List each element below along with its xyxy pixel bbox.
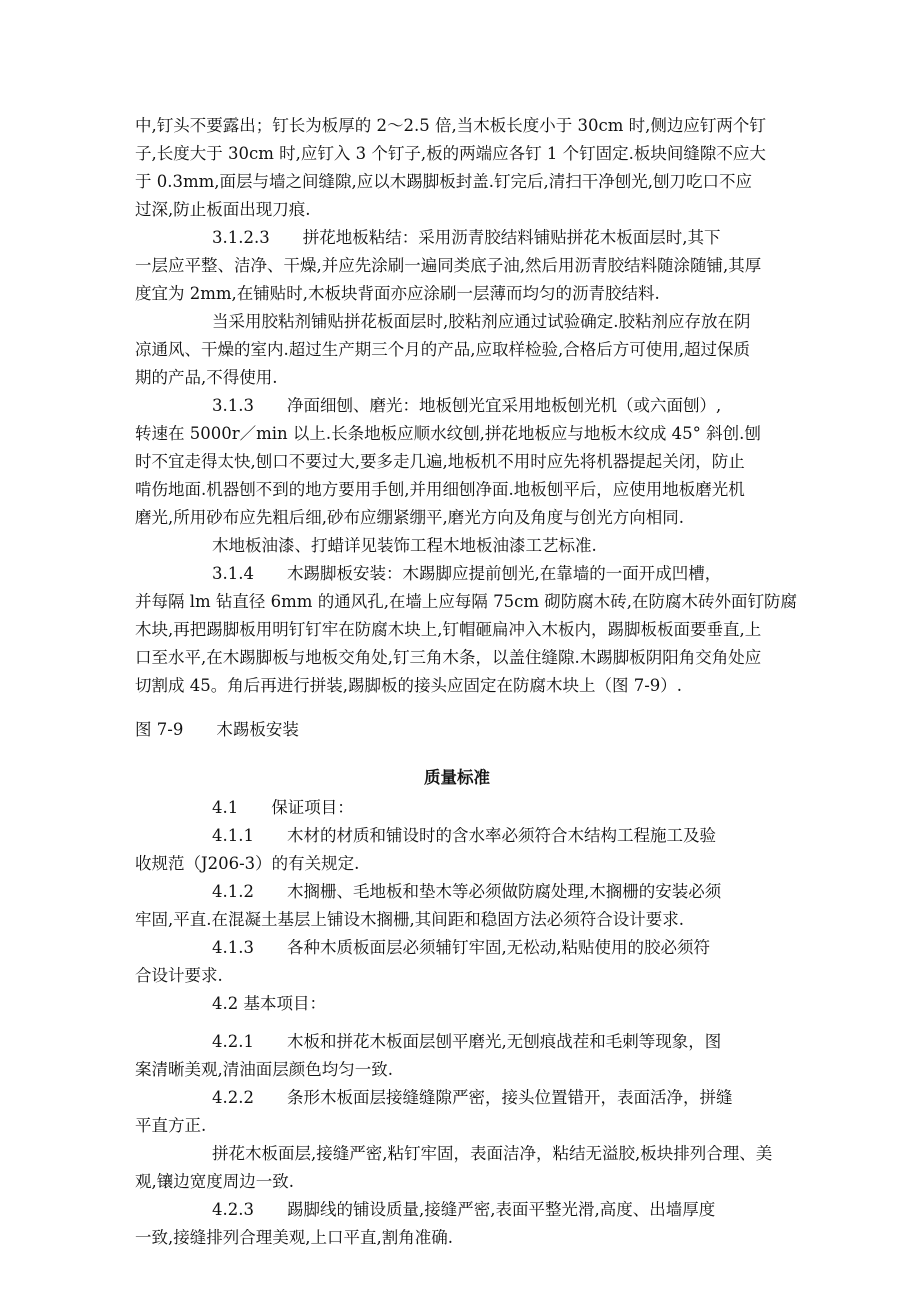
text-line: 4.2.1 木板和拼花木板面层刨平磨光,无刨痕战茬和毛刺等现象，图 (212, 1032, 722, 1051)
text-line: 并每隔 lm 钻直径 6mm 的通风孔,在墙上应每隔 75cm 砌防腐木砖,在防腐木砖外面钉防腐 (135, 592, 798, 611)
text-line: 平直方正. (135, 1116, 207, 1135)
text-line: 一致,接缝排列合理美观,上口平直,割角准确. (135, 1228, 453, 1247)
text-line: 4.1.3 各种木质板面层必须辅钉牢固,无松动,粘贴使用的胶必须符 (212, 938, 710, 957)
text-line: 观,镶边宽度周边一致. (135, 1172, 294, 1191)
text-line: 3.1.2.3 拼花地板粘结：采用沥青胶结料铺贴拼花木板面层时,其下 (212, 228, 721, 247)
text-line: 一层应平整、洁净、干燥,并应先涂刷一遍同类底子油,然后用沥青胶结料随涂随铺,其厚 (135, 256, 762, 275)
text-line: 凉通风、干燥的室内.超过生产期三个月的产品,应取样检验,合格后方可使用,超过保质 (135, 340, 750, 359)
text-line: 4.2.2 条形木板面层接缝缝隙严密，接头位置错开，表面活净，拼缝 (212, 1088, 733, 1107)
text-line: 收规范（J206-3）的有关规定. (135, 854, 360, 873)
text-line: 磨光,所用砂布应先粗后细,砂布应绷紧绷平,磨光方向及角度与创光方向相同. (135, 508, 684, 527)
text-line: 当采用胶粘剂铺贴拼花板面层时,胶粘剂应通过试验确定.胶粘剂应存放在阴 (212, 312, 751, 331)
text-line: 子,长度大于 30cm 时,应钉入 3 个钉子,板的两端应各钉 1 个钉固定.板块间缝隙不应大 (135, 144, 766, 163)
text-line: 中,钉头不要露出；钉长为板厚的 2～2.5 倍,当木板长度小于 30cm 时,侧边应钉两个钉 (135, 116, 766, 135)
text-line: 口至水平,在木踢脚板与地板交角处,钉三角木条，以盖住缝隙.木踢脚板阴阳角交角处应 (135, 648, 762, 667)
text-line: 4.2 基本项目： (212, 994, 326, 1013)
text-line: 4.1 保证项目： (212, 798, 354, 817)
text-line: 牢固,平直.在混凝土基层上铺设木搁栅,其间距和稳固方法必须符合设计要求. (135, 910, 684, 929)
text-line: 度宜为 2mm,在铺贴时,木板块背面亦应涂刷一层薄而均匀的沥青胶结料. (135, 284, 660, 303)
text-line: 木块,再把踢脚板用明钉钉牢在防腐木块上,钉帽砸扁冲入木板内，踢脚板板面要垂直,上 (135, 620, 762, 639)
text-line: 时不宜走得太快,刨口不要过大,要多走几遍,地板机不用时应先将机器提起关闭，防止 (135, 452, 745, 471)
text-line: 合设计要求. (135, 966, 223, 985)
text-line: 4.2.3 踢脚线的铺设质量,接缝严密,表面平整光滑,高度、出墙厚度 (212, 1200, 716, 1219)
text-line: 转速在 5000r／min 以上.长条地板应顺水纹刨,拼花地板应与地板木纹成 45° 斜创.刨 (135, 424, 761, 443)
text-line: 期的产品,不得使用. (135, 368, 278, 387)
figure-caption: 图 7-9 木踢板安装 (135, 720, 299, 739)
text-line: 4.1.2 木搁栅、毛地板和垫木等必须做防腐处理,木搁栅的安装必须 (212, 882, 722, 901)
text-line: 案清晰美观,清油面层颜色均匀一致. (135, 1060, 393, 1079)
text-line: 切割成 45。角后再进行拼装,踢脚板的接头应固定在防腐木块上（图 7-9）. (135, 676, 683, 695)
text-line: 4.1.1 木材的材质和铺设时的含水率必须符合木结构工程施工及验 (212, 826, 716, 845)
text-line: 啃伤地面.机器刨不到的地方要用手刨,并用细刨净面.地板刨平后，应使用地板磨光机 (135, 480, 745, 499)
text-line: 过深,防止板面出现刀痕. (135, 200, 311, 219)
text-line: 拼花木板面层,接缝严密,粘钉牢固，表面洁净，粘结无溢胶,板块排列合理、美 (212, 1144, 773, 1163)
text-line: 3.1.4 木踢脚板安装：木踢脚应提前刨光,在靠墙的一面开成凹槽， (212, 564, 722, 583)
text-line: 3.1.3 净面细刨、磨光：地板刨光宜采用地板刨光机（或六面刨）, (212, 396, 722, 415)
section-title: 质量标准 (424, 768, 490, 787)
text-line: 于 0.3mm,面层与墙之间缝隙,应以木踢脚板封盖.钉完后,清扫干净刨光,刨刀吃口不应 (135, 172, 753, 191)
text-line: 木地板油漆、打蜡详见装饰工程木地板油漆工艺标准. (212, 536, 597, 555)
